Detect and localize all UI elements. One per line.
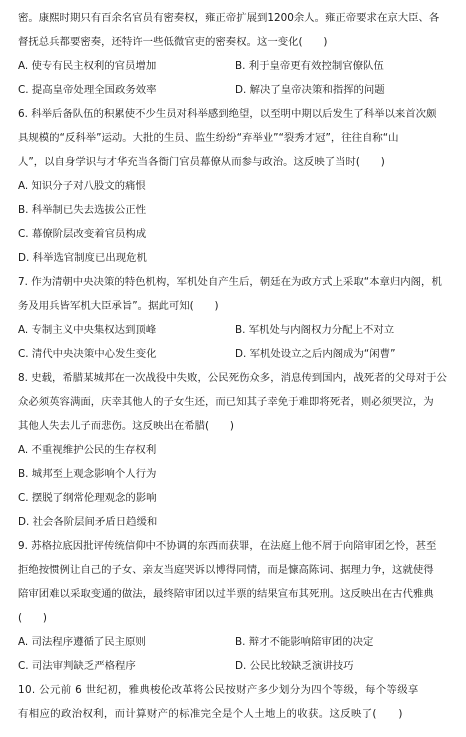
intro-option-b: B. 利于皇帝更有效控制官僚队伍 — [235, 60, 384, 72]
q7-option-c: C. 清代中央决策中心发生变化 — [18, 348, 157, 360]
q7-option-b: B. 军机处与内阁权力分配上不对立 — [235, 324, 395, 336]
q7-option-a: A. 专制主义中央集权达到顶峰 — [18, 324, 157, 336]
q7-stem-line-1: 7. 作为清朝中央决策的特色机构，军机处自产生后，朝廷在为政方式上采取“本章归内阁，机 — [18, 276, 442, 288]
q9-option-a: A. 司法程序遵循了民主原则 — [18, 636, 146, 648]
q10-stem-line-2: 有相应的政治权利，而计算财产的标准完全是个人土地上的收获。这反映了( ) — [18, 708, 403, 720]
q6-option-a: A. 知识分子对八股文的痛恨 — [18, 180, 146, 192]
q6-stem-line-2: 具规模的“反科举”运动。大批的生员、监生纷纷“弃举业”“裂秀才冠”，往往自称“山 — [18, 132, 399, 144]
intro-line-2: 督抚总兵都要密奏，还特许一些低微官吏的密奏权。这一变化( ) — [18, 36, 328, 48]
q8-stem-line-2: 众必须英容满面，庆幸其他人的子女生还，而已知其子幸免于难即将死者，则必须哭泣，为 — [18, 396, 434, 408]
q8-stem-line-1: 8. 史载，希腊某城邦在一次战役中失败，公民死伤众多，消息传到国内，战死者的父母对于公 — [18, 372, 447, 384]
q9-option-d: D. 公民比较缺乏演讲技巧 — [235, 660, 354, 672]
q9-stem-line-3: 陪审团难以采取变通的做法，最终陪审团以过半票的结果宣布其死刑。这反映出在古代雅典 — [18, 588, 434, 600]
intro-option-d: D. 解决了皇帝决策和指挥的问题 — [235, 84, 385, 96]
q7-options-row-1 — [18, 318, 452, 342]
intro-option-a: A. 使专有民主权利的官员增加 — [18, 60, 157, 72]
q8-option-c: C. 摆脱了纲常伦理观念的影响 — [18, 492, 157, 504]
q8-option-a: A. 不重视维护公民的生存权利 — [18, 444, 157, 456]
q6-option-c: C. 幕僚阶层改变着官员构成 — [18, 228, 147, 240]
q8-stem-line-3: 其他人失去儿子而悲伤。这反映出在希腊( ) — [18, 420, 234, 432]
q7-option-d: D. 军机处设立之后内阁成为“闲曹” — [235, 348, 396, 360]
q6-option-d: D. 科举选官制度已出现危机 — [18, 252, 147, 264]
q9-option-c: C. 司法审判缺乏严格程序 — [18, 660, 136, 672]
q9-stem-line-2: 拒绝按惯例让自己的子女、亲友当庭哭诉以博得同情，而是慷高陈词、据理力争，这就使得 — [18, 564, 434, 576]
q7-stem-line-2: 务及用兵皆军机大臣承旨”。据此可知( ) — [18, 300, 219, 312]
q9-stem-line-1: 9. 苏格拉底因批评传统信仰中不协调的东西而获罪，在法庭上他不屑于向陪审团乞怜，甚至 — [18, 540, 437, 552]
intro-options-row-2 — [18, 78, 452, 102]
q8-option-d: D. 社会各阶层间矛盾日趋缓和 — [18, 516, 158, 528]
q10-stem-line-1: 10. 公元前 6 世纪初，雅典梭伦改革将公民按财产多少划分为四个等级，每个等级享 — [18, 684, 419, 696]
q9-options-row-2 — [18, 654, 452, 678]
q8-option-b: B. 城邦至上观念影响个人行为 — [18, 468, 157, 480]
q6-stem-line-1: 6. 科举后备队伍的积累使不少生员对科举感到绝望，以至明中期以后发生了科举以来首次颇 — [18, 108, 437, 120]
q6-option-b: B. 科举制已失去选拔公正性 — [18, 204, 147, 216]
q9-options-row-1 — [18, 630, 452, 654]
intro-line-1: 密。康熙时期只有百余名官员有密奏权，雍正帝扩展到1200余人。雍正帝要求在京大臣、各 — [18, 12, 440, 24]
q6-stem-line-3: 人”，以自身学识与才华充当各衙门官员幕僚从而参与政治。这反映了当时( ) — [18, 156, 385, 168]
intro-option-c: C. 提高皇帝处理全国政务效率 — [18, 84, 157, 96]
q9-stem-line-4: ( ) — [18, 612, 47, 624]
q7-options-row-2 — [18, 342, 452, 366]
q9-option-b: B. 辩才不能影响陪审团的决定 — [235, 636, 374, 648]
intro-options-row-1 — [18, 54, 452, 78]
